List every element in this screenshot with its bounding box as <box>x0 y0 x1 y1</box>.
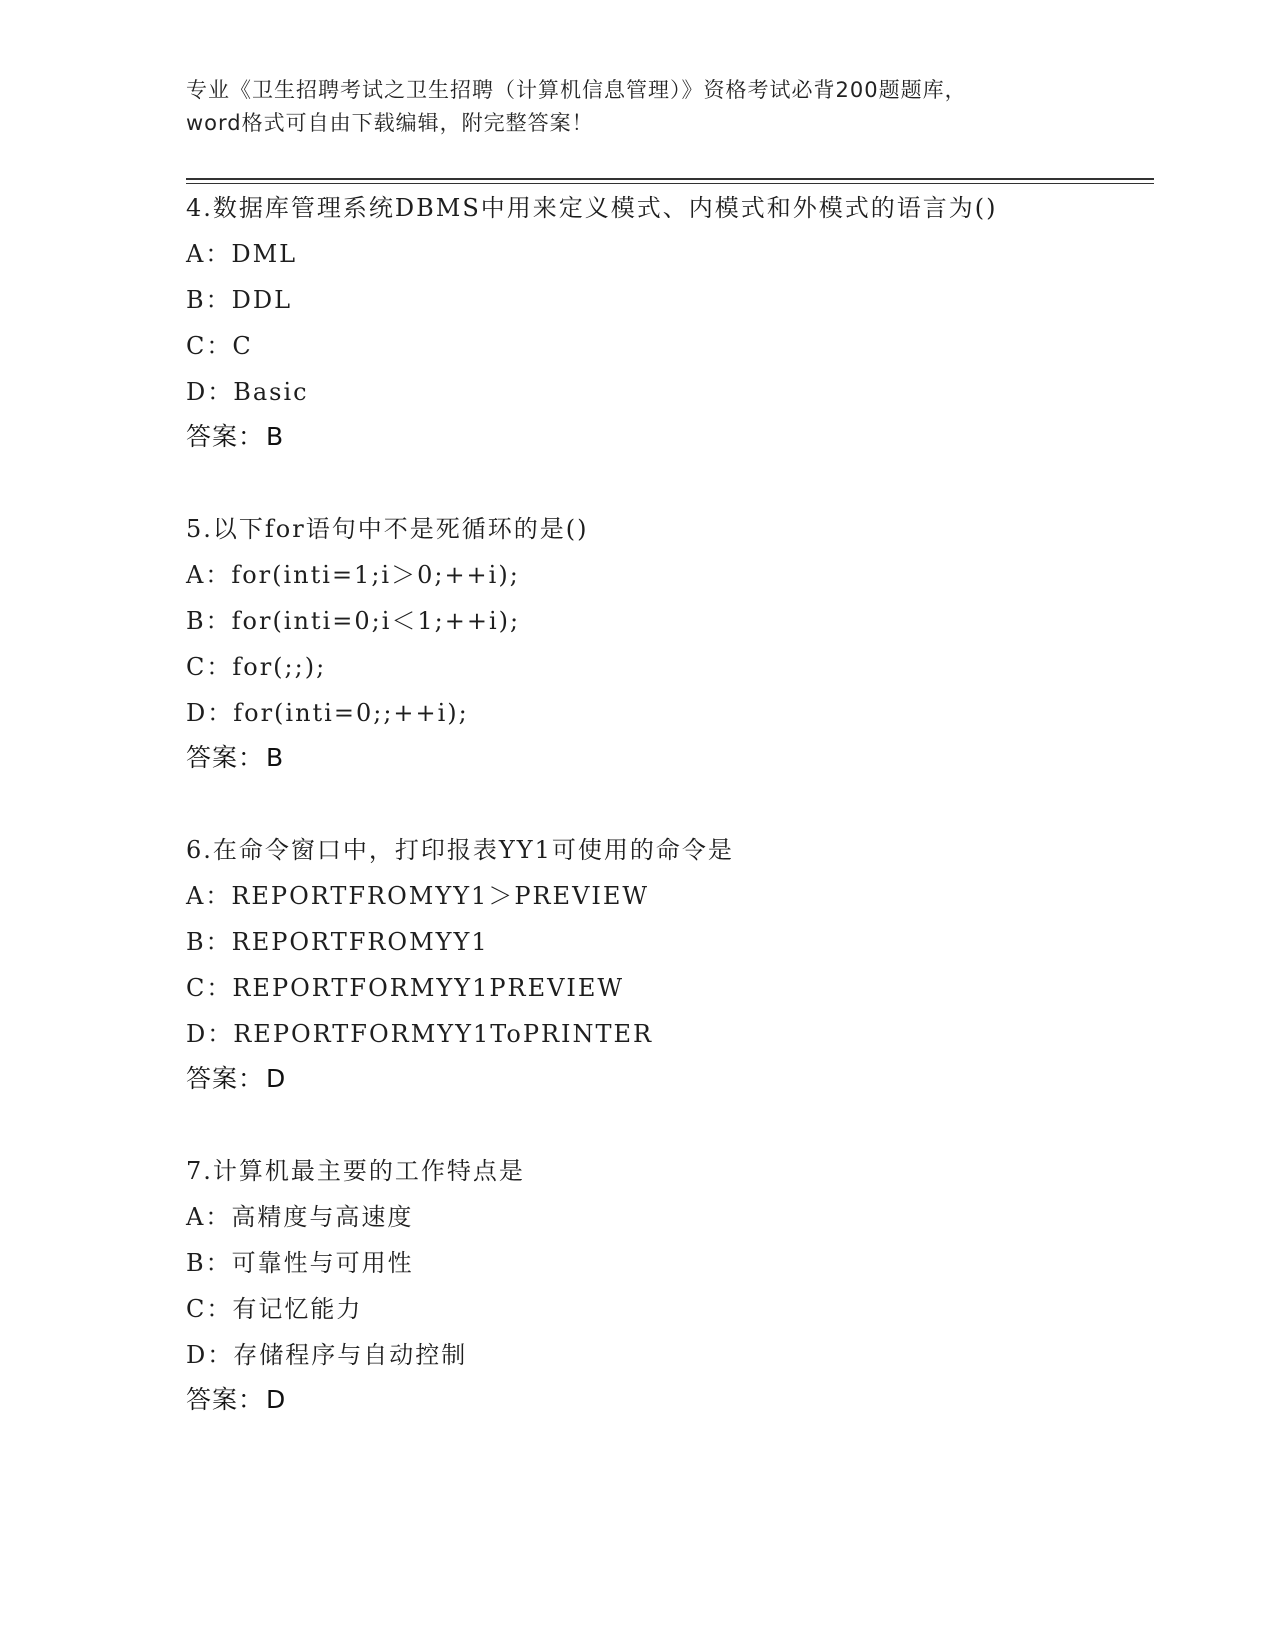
option-c: C：REPORTFORMYY1PREVIEW <box>186 974 625 1002</box>
question-6 <box>186 827 1146 1101</box>
option-b: B：for(inti=0;i＜1;++i); <box>186 607 521 635</box>
option-d: D：存储程序与自动控制 <box>186 1341 468 1369</box>
option-d: D：REPORTFORMYY1ToPRINTER <box>186 1020 654 1048</box>
answer-line <box>186 415 1146 459</box>
answer-line <box>186 1378 1146 1422</box>
option-b: B：REPORTFROMYY1 <box>186 928 489 956</box>
header-divider-thick <box>186 178 1154 180</box>
header-line-1: 专业《卫生招聘考试之卫生招聘（计算机信息管理）》资格考试必背200题题库， <box>186 78 967 102</box>
answer-line <box>186 736 1146 780</box>
option-a: A：DML <box>186 240 298 268</box>
option-b: B：可靠性与可用性 <box>186 1249 414 1277</box>
answer-value: B <box>266 743 285 772</box>
question-4 <box>186 185 1146 459</box>
option-d: D：Basic <box>186 378 309 406</box>
answer-label: 答案： <box>186 1064 265 1093</box>
answer-value: D <box>266 1385 287 1414</box>
document-header <box>186 74 1086 140</box>
option-c: C：for(;;); <box>186 653 327 681</box>
question-stem: 6.在命令窗口中，打印报表YY1可使用的命令是 <box>186 836 734 864</box>
answer-label: 答案： <box>186 743 265 772</box>
question-stem: 5.以下for语句中不是死循环的是() <box>186 515 589 543</box>
option-a: A：REPORTFROMYY1＞PREVIEW <box>186 882 650 910</box>
question-5 <box>186 506 1146 780</box>
option-c: C：C <box>186 332 253 360</box>
header-divider-thin <box>186 183 1154 184</box>
answer-label: 答案： <box>186 1385 265 1414</box>
answer-value: B <box>266 422 285 451</box>
option-a: A：for(inti=1;i＞0;++i); <box>186 561 520 589</box>
question-stem: 7.计算机最主要的工作特点是 <box>186 1157 525 1185</box>
answer-label: 答案： <box>186 422 265 451</box>
answer-value: D <box>266 1064 287 1093</box>
answer-line <box>186 1057 1146 1101</box>
question-stem: 4.数据库管理系统DBMS中用来定义模式、内模式和外模式的语言为() <box>186 194 998 222</box>
option-d: D：for(inti=0;;++i); <box>186 699 469 727</box>
option-c: C：有记忆能力 <box>186 1295 363 1323</box>
question-7 <box>186 1148 1146 1422</box>
option-b: B：DDL <box>186 286 293 314</box>
option-a: A：高精度与高速度 <box>186 1203 414 1231</box>
header-line-2: word格式可自由下载编辑，附完整答案！ <box>186 111 594 135</box>
